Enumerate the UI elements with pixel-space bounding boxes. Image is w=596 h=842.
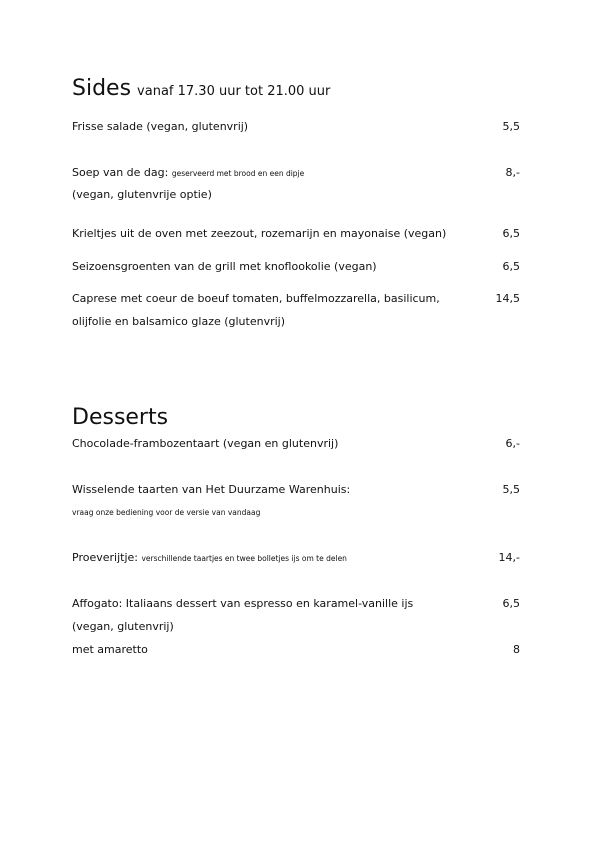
menu-item-name	[72, 551, 347, 564]
menu-item-name: Caprese met coeur de boeuf tomaten, buffelmozzarella, basilicum,	[72, 292, 440, 305]
menu-item-price: 5,5	[502, 120, 520, 133]
menu-item-price: 6,5	[502, 260, 520, 273]
sides-title: Sides	[72, 76, 132, 101]
menu-item-name	[72, 166, 304, 179]
menu-item-price: 14,5	[495, 292, 520, 305]
menu-item-name-text: Proeverijtje:	[72, 551, 138, 564]
menu-item-note: verschillende taartjes en twee bolletjes ijs om te delen	[141, 554, 347, 563]
menu-item-price: 14,-	[498, 551, 520, 564]
menu-item-note: geserveerd met brood en een dipje	[171, 169, 305, 178]
menu-item-price: 8	[513, 643, 520, 656]
menu-item-line2: (vegan, glutenvrij)	[72, 620, 174, 633]
desserts-title: Desserts	[72, 405, 169, 430]
menu-item-line2: (vegan, glutenvrije optie)	[72, 188, 212, 201]
menu-item-price: 6,5	[502, 227, 520, 240]
menu-item-price: 8,-	[505, 166, 520, 179]
menu-item-note: vraag onze bediening voor de versie van vandaag	[72, 508, 261, 517]
menu-item-name: Affogato: Italiaans dessert van espresso en karamel-vanille ijs	[72, 597, 414, 610]
menu-item-name: Frisse salade (vegan, glutenvrij)	[72, 120, 249, 133]
menu-item-price: 6,5	[502, 597, 520, 610]
sides-subtitle: vanaf 17.30 uur tot 21.00 uur	[137, 84, 331, 99]
menu-item-name: Chocolade-frambozentaart (vegan en glutenvrij)	[72, 437, 339, 450]
menu-item-price: 6,-	[505, 437, 520, 450]
menu-item-price: 5,5	[502, 483, 520, 496]
sides-heading	[72, 76, 330, 101]
menu-item-name: Krieltjes uit de oven met zeezout, rozemarijn en mayonaise (vegan)	[72, 227, 447, 240]
menu-item-line2: olijfolie en balsamico glaze (glutenvrij)	[72, 315, 286, 328]
menu-item-line3: met amaretto	[72, 643, 148, 656]
menu-item-name-text: Soep van de dag:	[72, 166, 169, 179]
menu-item-name: Seizoensgroenten van de grill met knoflookolie (vegan)	[72, 260, 377, 273]
menu-item-name: Wisselende taarten van Het Duurzame Warenhuis:	[72, 483, 351, 496]
